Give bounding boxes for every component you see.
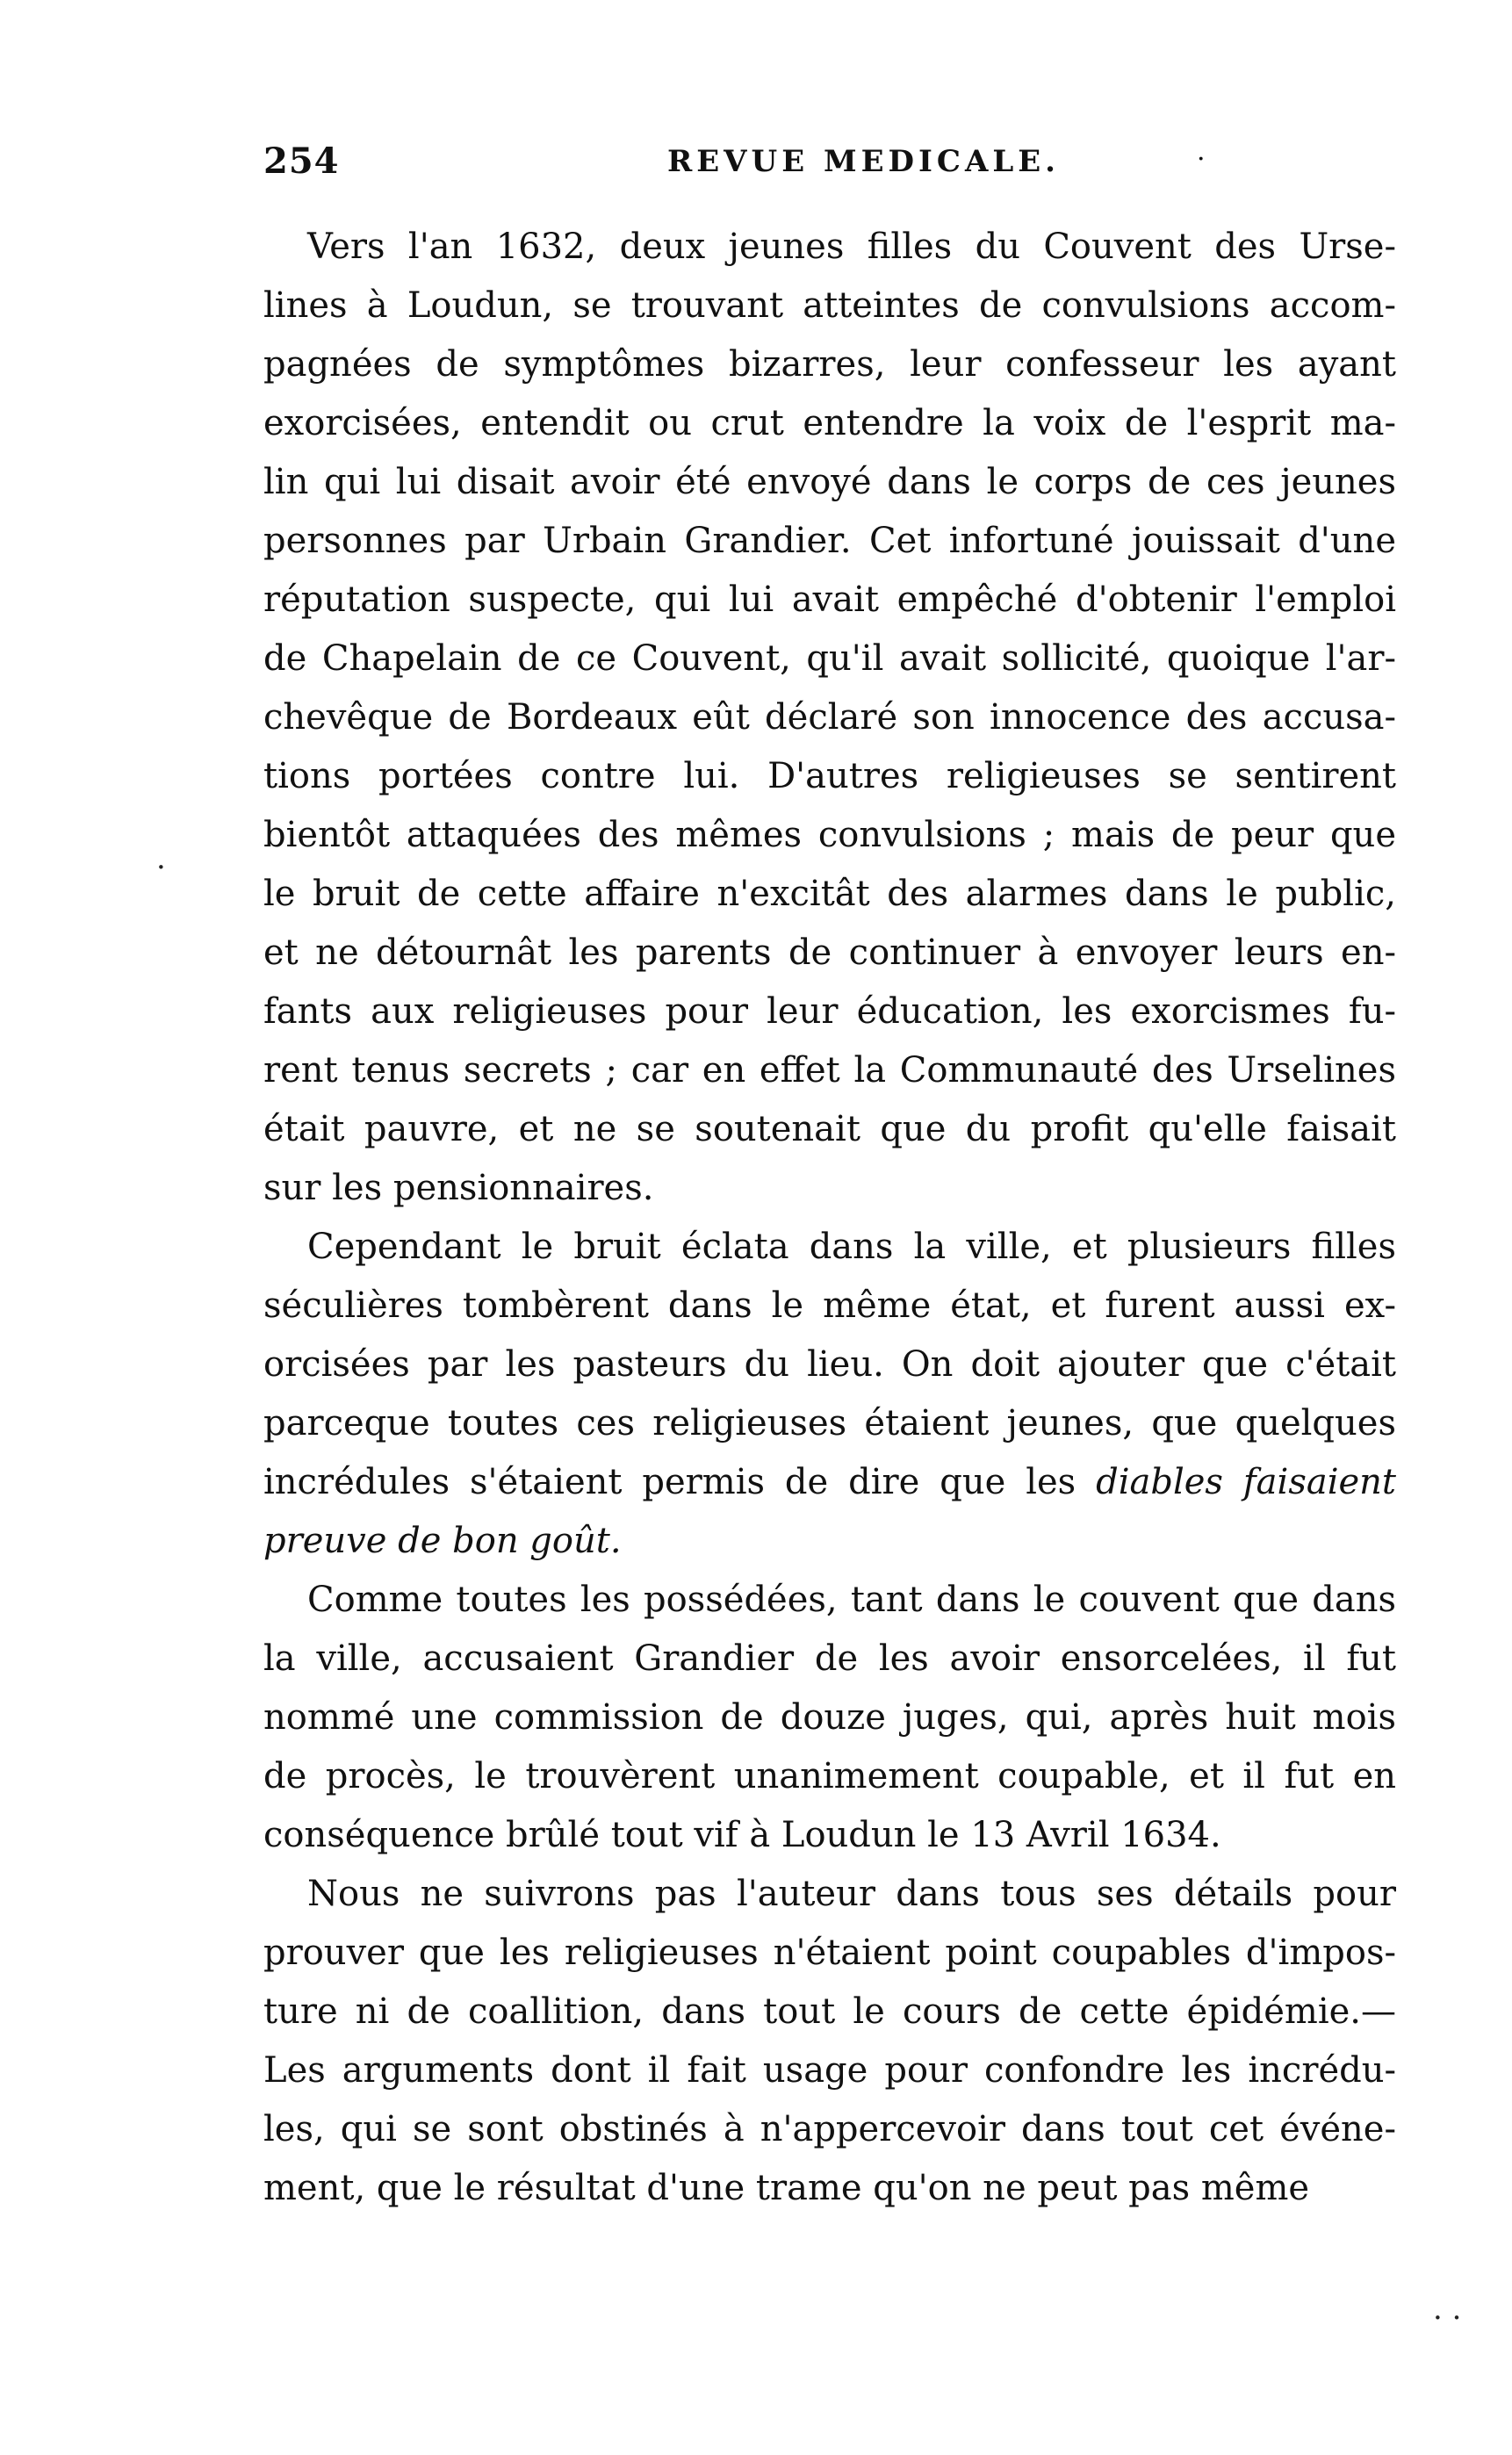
text-line (263, 1983, 1396, 2041)
text-line (263, 1100, 1396, 1159)
text-line (263, 1218, 1396, 1277)
text-line (263, 2100, 1396, 2159)
line-text: les, qui se sont obstinés à n'appercevoir dans tout cet événe- (263, 2109, 1396, 2149)
line-text: la ville, accusaient Grandier de les avoir ensorcelées, il fut (263, 1638, 1396, 1679)
line-text: Comme toutes les possédées, tant dans le couvent que dans (307, 1580, 1396, 1620)
body-text (263, 218, 1396, 2218)
margin-mark: · (156, 850, 166, 885)
line-text: séculières tombèrent dans le même état, et furent aussi ex- (263, 1285, 1396, 1326)
line-text: lines à Loudun, se trouvant atteintes de convulsions accom- (263, 285, 1396, 326)
text-line (263, 1394, 1396, 1453)
line-text: bientôt attaquées des mêmes convulsions ; mais de peur que (263, 815, 1396, 855)
text-line (263, 1453, 1396, 1512)
header-mark: · (1197, 144, 1206, 175)
text-line (263, 1865, 1396, 1924)
text-line (263, 1747, 1396, 1806)
line-text: de Chapelain de ce Couvent, qu'il avait sollicité, quoique l'ar- (263, 638, 1396, 679)
text-line (263, 630, 1396, 688)
line-text: prouver que les religieuses n'étaient point coupables d'impos- (263, 1933, 1396, 1973)
line-text: rent tenus secrets ; car en effet la Communauté des Urselines (263, 1050, 1396, 1091)
text-line (263, 924, 1396, 983)
text-line (263, 688, 1396, 747)
text-line (263, 2159, 1396, 2218)
text-line (263, 453, 1396, 512)
text-line (263, 335, 1396, 394)
text-line (263, 1335, 1396, 1394)
text-line (263, 983, 1396, 1041)
line-text: parceque toutes ces religieuses étaient jeunes, que quelques (263, 1403, 1396, 1443)
page-header (263, 140, 1396, 193)
line-text: incrédules s'étaient permis de dire que les (263, 1462, 1097, 1502)
italic-text: diables faisaient (1096, 1462, 1396, 1502)
paragraph (263, 1218, 1396, 1571)
line-text: Les arguments dont il fait usage pour confondre les incrédu- (263, 2050, 1396, 2091)
line-text: et ne détournât les parents de continuer à envoyer leurs en- (263, 932, 1396, 973)
line-text: tions portées contre lui. D'autres religieuses se sentirent (263, 756, 1396, 796)
line-text: ment, que le résultat d'une trame qu'on ne peut pas même (263, 2168, 1310, 2208)
line-text: orcisées par les pasteurs du lieu. On doit ajouter que c'était (263, 1344, 1396, 1385)
page-number: 254 (263, 140, 340, 182)
paragraph (263, 218, 1396, 1218)
line-text: ture ni de coallition, dans tout le cours de cette épidémie.— (263, 1991, 1396, 2032)
line-text: était pauvre, et ne se soutenait que du profit qu'elle faisait (263, 1109, 1396, 1149)
text-line (263, 1512, 1396, 1571)
line-text: Vers l'an 1632, deux jeunes filles du Couvent des Urse- (307, 227, 1396, 267)
line-text: conséquence brûlé tout vif à Loudun le 13 Avril 1634. (263, 1815, 1221, 1855)
line-text: Cependant le bruit éclata dans la ville, et plusieurs filles (307, 1227, 1396, 1267)
line-text: nommé une commission de douze juges, qui, après huit mois (263, 1697, 1396, 1738)
text-line (263, 2041, 1396, 2100)
line-text: fants aux religieuses pour leur éducation, les exorcismes fu- (263, 991, 1396, 1032)
text-line (263, 571, 1396, 630)
line-text: le bruit de cette affaire n'excitât des alarmes dans le public, (263, 874, 1396, 914)
text-line (263, 1924, 1396, 1983)
line-text: de procès, le trouvèrent unanimement coupable, et il fut en (263, 1756, 1396, 1796)
text-line (263, 1630, 1396, 1688)
corner-mark: · · (1433, 2300, 1462, 2336)
text-line (263, 806, 1396, 865)
text-line (263, 865, 1396, 924)
line-text: chevêque de Bordeaux eût déclaré son innocence des accusa- (263, 697, 1396, 738)
line-text: pagnées de symptômes bizarres, leur confesseur les ayant (263, 344, 1396, 385)
paragraph (263, 1571, 1396, 1865)
italic-text: preuve de bon goût. (263, 1521, 622, 1561)
text-line (263, 512, 1396, 571)
line-text: Nous ne suivrons pas l'auteur dans tous ses détails pour (307, 1874, 1396, 1914)
text-line (263, 1571, 1396, 1630)
paragraph (263, 1865, 1396, 2218)
text-line (263, 1688, 1396, 1747)
text-line (263, 394, 1396, 453)
line-text: sur les pensionnaires. (263, 1168, 654, 1208)
text-line (263, 747, 1396, 806)
text-line (263, 1041, 1396, 1100)
line-text: réputation suspecte, qui lui avait empêché d'obtenir l'emploi (263, 580, 1396, 620)
line-text: exorcisées, entendit ou crut entendre la voix de l'esprit ma- (263, 403, 1396, 443)
text-line (263, 1277, 1396, 1335)
text-line (263, 277, 1396, 335)
text-line (263, 1159, 1396, 1218)
text-line (263, 218, 1396, 277)
line-text: lin qui lui disait avoir été envoyé dans le corps de ces jeunes (263, 462, 1396, 502)
text-line (263, 1806, 1396, 1865)
running-title: REVUE MEDICALE. (667, 144, 1060, 179)
line-text: personnes par Urbain Grandier. Cet infortuné jouissait d'une (263, 521, 1396, 561)
